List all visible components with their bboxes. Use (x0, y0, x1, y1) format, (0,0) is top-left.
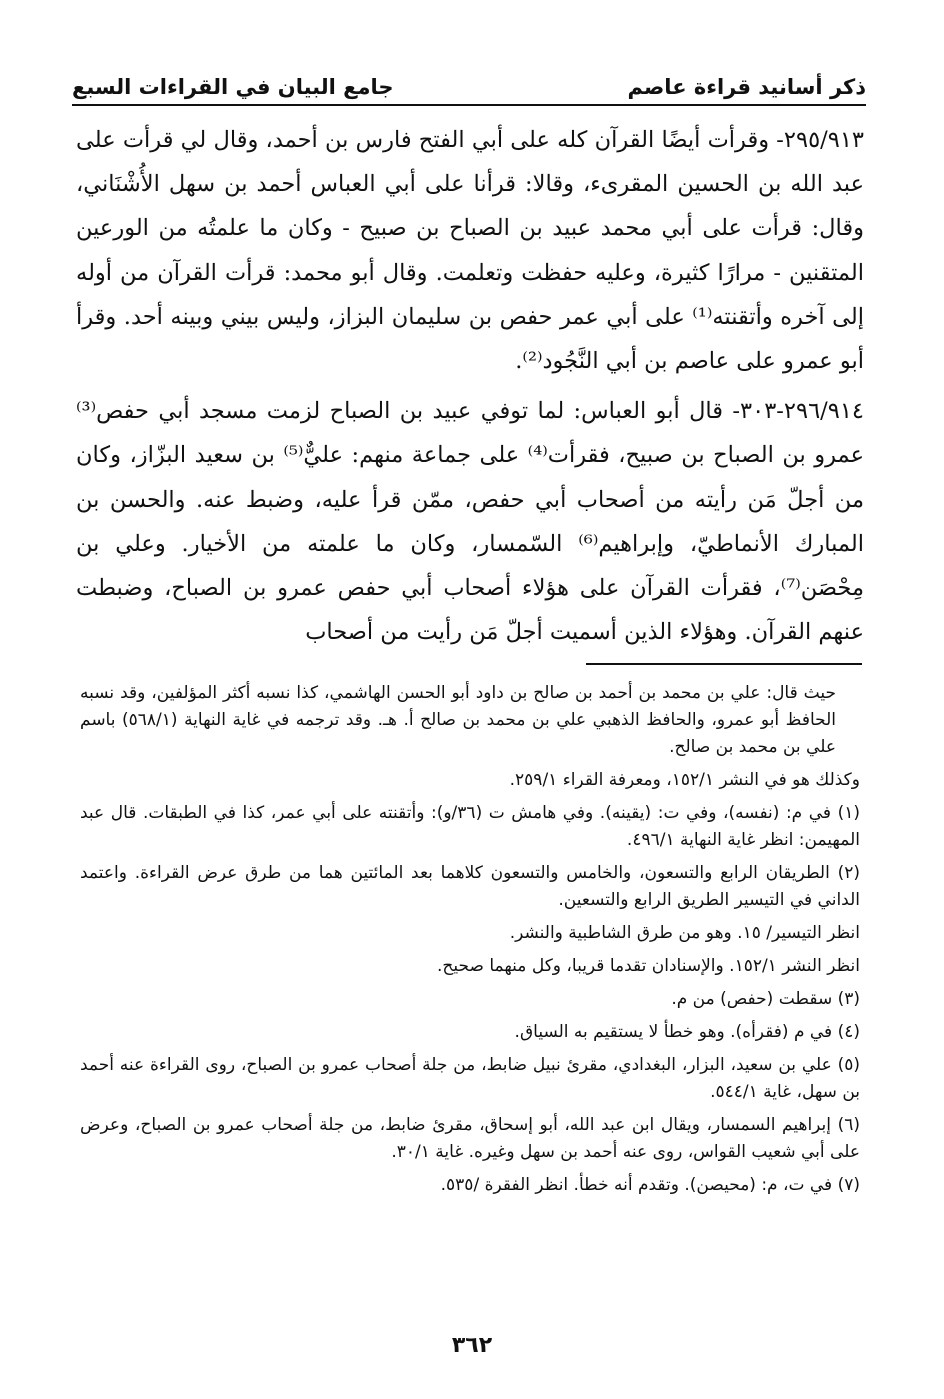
paragraph-914: ٢٩٦/٩١٤-٣٠٣- قال أبو العباس: لما توفي عبيد بن الصباح لزمت مسجد أبي حفص⁽³⁾ عمرو بن الصباح بن صبيح، فقرأت⁽⁴⁾ على جماعة منهم: عليٌّ⁽⁵⁾ بن سعيد البزّاز، وكان من أجلّ مَن رأيته من أصحاب أبي حفص، ممّن قرأ عليه، وضبط عنه. والحسن بن المبارك الأنماطيّ، وإبراهيم⁽⁶⁾ السّمسار، وكان ما علمته من الأخيار. وعلي بن مِحْصَن⁽⁷⁾، فقرأت القرآن على هؤلاء أصحاب أبي حفص عمرو بن الصباح، وضبطت عنهم القرآن. وهؤلاء الذين أسميت أجلّ مَن رأيت من أصحاب (76, 398, 864, 646)
footnotes (80, 680, 860, 1205)
paragraph-913: ٢٩٥/٩١٣- وقرأت أيضًا القرآن كله على أبي الفتح فارس بن أحمد، وقال لي قرأت على عبد الله بن الحسين المقرىء، وقالا: قرأنا على أبي العباس أحمد بن سهل الأُشْنَاني، وقال: قرأت على أبي محمد عبيد بن الصباح بن صبيح - وكان ما علمتُه من الورعين المتقنين - مرارًا كثيرة، وعليه حفظت وتعلمت. وقال أبو محمد: قرأت القرآن من أوله إلى آخره وأتقنته⁽¹⁾ على أبي عمر حفص بن سليمان البزاز، وليس بيني وبينه أحد. وقرأ أبو عمرو على عاصم بن أبي النَّجُود⁽²⁾. (76, 127, 864, 375)
header-chapter-title: ذكر أسانيد قراءة عاصم (627, 75, 866, 99)
header-rule (72, 104, 866, 106)
footnote-6: (٦) إبراهيم السمسار، ويقال ابن عبد الله، أبو إسحاق، مقرئ ضابط، من جلة أصحاب عمرو بن الصباح، وعرض على أبي شعيب القواس، روى عنه أحمد بن سهل وغيره. غاية ٣٠/١. (80, 1115, 860, 1162)
footnote-7: (٧) في ت، م: (محيصن). وتقدم أنه خطأ. انظر الفقرة /٥٣٥. (440, 1175, 860, 1195)
footnote-3: (٣) سقطت (حفص) من م. (671, 989, 860, 1009)
footnote-continuation-2: وكذلك هو في النشر ١٥٢/١، ومعرفة القراء ٢٥٩/١. (509, 770, 860, 790)
footnote-5: (٥) علي بن سعيد، البزار، البغدادي، مقرئ نبيل ضابط، من جلة أصحاب عمرو بن الصباح، روى القراءة عنه أحمد بن سهل، غاية ٥٤٤/١. (80, 1055, 860, 1102)
page-number: ٣٦٢ (451, 1333, 493, 1358)
header-book-title: جامع البيان في القراءات السبع (72, 75, 394, 99)
footnote-continuation: حيث قال: علي بن محمد بن أحمد بن صالح بن داود أبو الحسن الهاشمي، كذا نسبه أكثر المؤلفين، وقد نسبه الحافظ أبو عمرو، والحافظ الذهبي علي بن محمد بن صالح أ. هـ. وقد ترجمه في غاية النهاية (٥٦٨/١) باسم علي بن محمد بن صالح. (80, 683, 836, 757)
footnote-2-sub-2: انظر النشر ١٥٢/١. والإسنادان تقدما قريبا، وكل منهما صحيح. (437, 956, 860, 976)
footnote-2-sub-1: انظر التيسير/ ١٥. وهو من طرق الشاطبية والنشر. (509, 923, 860, 943)
footnote-4: (٤) في م (فقرأه). وهو خطأ لا يستقيم به السياق. (514, 1022, 860, 1042)
footnote-separator (586, 663, 862, 665)
footnote-2: (٢) الطريقان الرابع والتسعون، والخامس والتسعون كلاهما بعد المائتين هما من طرق عرض القراءة. واعتمد الداني في التيسير الطريق الرابع والتسعين. (80, 863, 860, 910)
footnote-1: (١) في م: (نفسه)، وفي ت: (يقينه). وفي هامش ت (٣٦/و): وأتقنته على أبي عمر، كذا في الطبقات. قال عبد المهيمن: انظر غاية النهاية ٤٩٦/١. (80, 803, 860, 850)
running-header (72, 62, 866, 102)
main-text (76, 118, 864, 660)
